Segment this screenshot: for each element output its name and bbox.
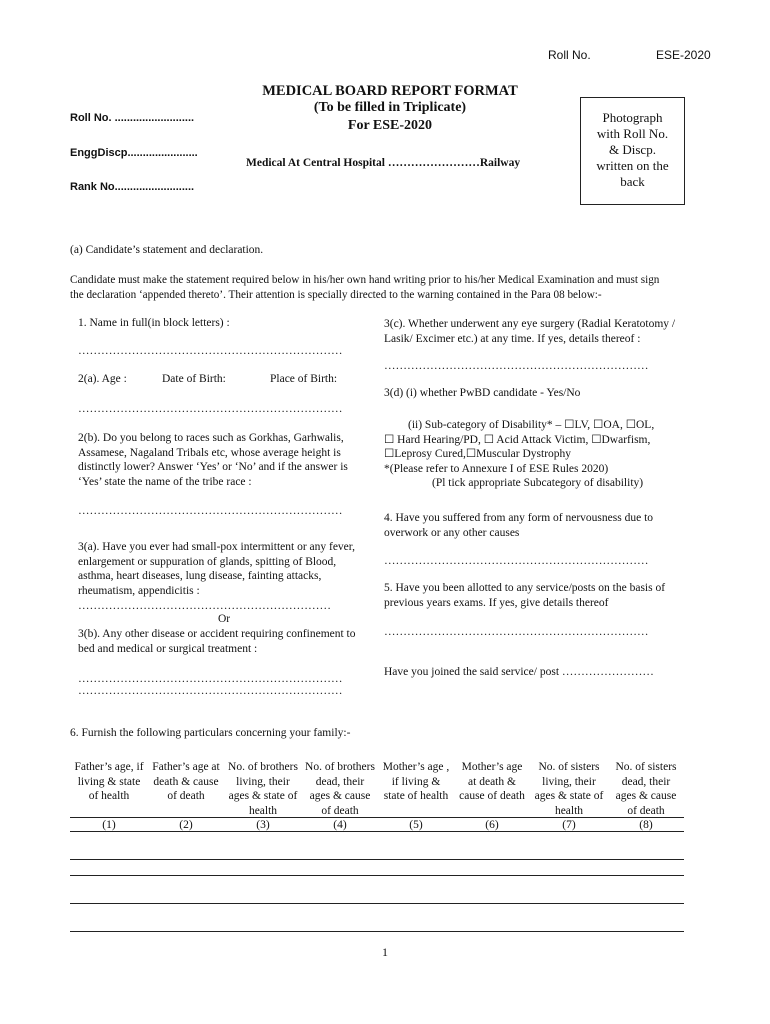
family-col-number: (1) (102, 819, 116, 831)
q5-line: 5. Have you been allotted to any service/posts on the basis of (384, 582, 666, 594)
hospital-line: Medical At Central Hospital ……………………Railway (246, 157, 521, 169)
q3b-text (78, 627, 373, 656)
q6-heading: 6. Furnish the following particulars concerning your family:- (70, 727, 351, 739)
title-triplicate: (To be filled in Triplicate) (313, 100, 467, 115)
q2b-line: ‘Yes’ state the name of the tribe race : (78, 475, 252, 488)
q3d-pwbd-label: 3(d) (i) whether PwBD candidate - Yes/No (384, 387, 581, 399)
q3b-input-2[interactable]: …………………………………………………………… (78, 685, 343, 697)
q1-name-label: 1. Name in full(in block letters) : (78, 317, 230, 329)
header-exam-code: ESE-2020 (656, 48, 711, 62)
family-col-header: Father’s age, if living & state of health (74, 761, 144, 802)
photo-box-line: written on the (596, 158, 669, 173)
q3c-text (384, 317, 694, 346)
q5-line: previous years exams. If yes, give details thereof (384, 596, 609, 609)
photo-box-line: with Roll No. (596, 126, 669, 141)
q1-name-input[interactable]: …………………………………………………………… (78, 345, 343, 357)
q3b-line: bed and medical or surgical treatment : (78, 642, 258, 655)
family-col-header: Father’s age at death & cause of death (152, 761, 220, 802)
q2b-line: 2(b). Do you belong to races such as Gorkhas, Garhwalis, (78, 432, 344, 444)
subcategory-line[interactable]: ☐ Hard Hearing/PD, ☐ Acid Attack Victim, ☐Dwarfism, (384, 433, 651, 446)
family-col-header: Mother’s age at death & cause of death (459, 761, 525, 802)
roll-no-field[interactable]: Roll No. .......................... (70, 112, 195, 124)
family-entry-line[interactable] (70, 875, 684, 876)
q3b-line: 3(b). Any other disease or accident requiring confinement to (78, 628, 356, 640)
family-col-header: No. of brothers dead, their ages & cause of death (305, 761, 375, 817)
family-col-number: (2) (179, 819, 193, 831)
family-entry-line[interactable] (70, 903, 684, 904)
q2a-pob-label: Place of Birth: (270, 373, 338, 385)
q3a-line: asthma, heart diseases, lung disease, fainting attacks, (78, 570, 322, 582)
q3a-text (78, 540, 373, 598)
family-col-header: No. of sisters living, their ages & state of health (534, 761, 604, 817)
q5-text (384, 581, 694, 610)
q3c-line: Lasik/ Excimer etc.) at any time. If yes, details thereof : (384, 332, 641, 345)
section-a-heading: (a) Candidate’s statement and declaration. (70, 244, 264, 256)
q2b-line: Assamese, Nagaland Tribals etc, whose average height is (78, 446, 341, 459)
family-col-number: (4) (333, 819, 347, 831)
q2a-age-label: 2(a). Age : (78, 373, 127, 385)
family-col-number: (7) (562, 819, 576, 831)
q4-line: 4. Have you suffered from any form of nervousness due to (384, 512, 654, 524)
family-col-number: (3) (256, 819, 270, 831)
family-col-header: No. of brothers living, their ages & state of health (228, 761, 298, 817)
photo-box-line: back (620, 174, 645, 189)
family-col-number: (8) (639, 819, 653, 831)
q3d-subcategory (384, 418, 694, 491)
table-divider (70, 817, 684, 818)
q4-text (384, 511, 694, 540)
q3b-input-1[interactable]: …………………………………………………………… (78, 673, 343, 685)
q4-line: overwork or any other causes (384, 526, 520, 539)
q3a-line: enlargement or suppuration of glands, spitting of Blood, (78, 555, 337, 568)
q2a-input[interactable]: …………………………………………………………… (78, 403, 343, 415)
q3a-line: rheumatism, appendicitis : (78, 584, 200, 597)
engg-discp-field[interactable]: EnggDiscp....................... (70, 147, 198, 159)
q2b-text (78, 431, 368, 489)
q2b-line: distinctly lower? Answer ‘Yes’ or ‘No’ and if the answer is (78, 461, 348, 473)
section-a-intro-2: the declaration ‘appended thereto’. Their attention is specially directed to the warning contained in the Para 08 below:- (70, 289, 602, 301)
subcategory-line[interactable]: (ii) Sub-category of Disability* – ☐LV, ☐OA, ☐OL, (408, 419, 655, 431)
q3c-input[interactable]: …………………………………………………………… (384, 360, 649, 372)
q2b-input[interactable]: …………………………………………………………… (78, 505, 343, 517)
joined-service-question[interactable]: Have you joined the said service/ post …………………… (384, 666, 654, 678)
family-col-header: No. of sisters dead, their ages & cause of death (615, 761, 677, 817)
photo-box-line: Photograph (602, 110, 663, 125)
q3a-line: 3(a). Have you ever had small-pox intermittent or any fever, (78, 541, 356, 553)
q3a-input[interactable]: ………………………………………………………… (78, 600, 331, 612)
family-col-number: (5) (409, 819, 423, 831)
family-col-header: Mother’s age , if living & state of health (382, 761, 450, 802)
q2a-dob-label: Date of Birth: (162, 373, 226, 385)
q5-input[interactable]: …………………………………………………………… (384, 626, 649, 638)
page-number: 1 (382, 945, 388, 959)
section-a-intro-1: Candidate must make the statement required below in his/her own hand writing prior to his/her Medical Examination and must sign (70, 274, 660, 286)
photo-box-line: & Discp. (609, 142, 656, 157)
family-entry-line[interactable] (70, 931, 684, 932)
family-entry-line[interactable] (70, 831, 684, 832)
page-title: MEDICAL BOARD REPORT FORMAT (262, 83, 518, 99)
subcategory-note: *(Please refer to Annexure I of ESE Rules 2020) (384, 462, 609, 475)
header-roll-no-label: Roll No. (548, 48, 591, 62)
q4-input[interactable]: …………………………………………………………… (384, 555, 649, 567)
subcategory-line[interactable]: ☐Leprosy Cured,☐Muscular Dystrophy (384, 448, 572, 460)
photograph-box[interactable] (580, 97, 685, 205)
family-entry-line[interactable] (70, 859, 684, 860)
family-col-number: (6) (485, 819, 499, 831)
title-ese: For ESE-2020 (347, 118, 433, 133)
or-label: Or (218, 613, 231, 625)
rank-no-field[interactable]: Rank No.......................... (70, 181, 195, 193)
subcategory-note: (Pl tick appropriate Subcategory of disability) (432, 477, 644, 489)
q3c-line: 3(c). Whether underwent any eye surgery (Radial Keratotomy / (384, 318, 676, 330)
